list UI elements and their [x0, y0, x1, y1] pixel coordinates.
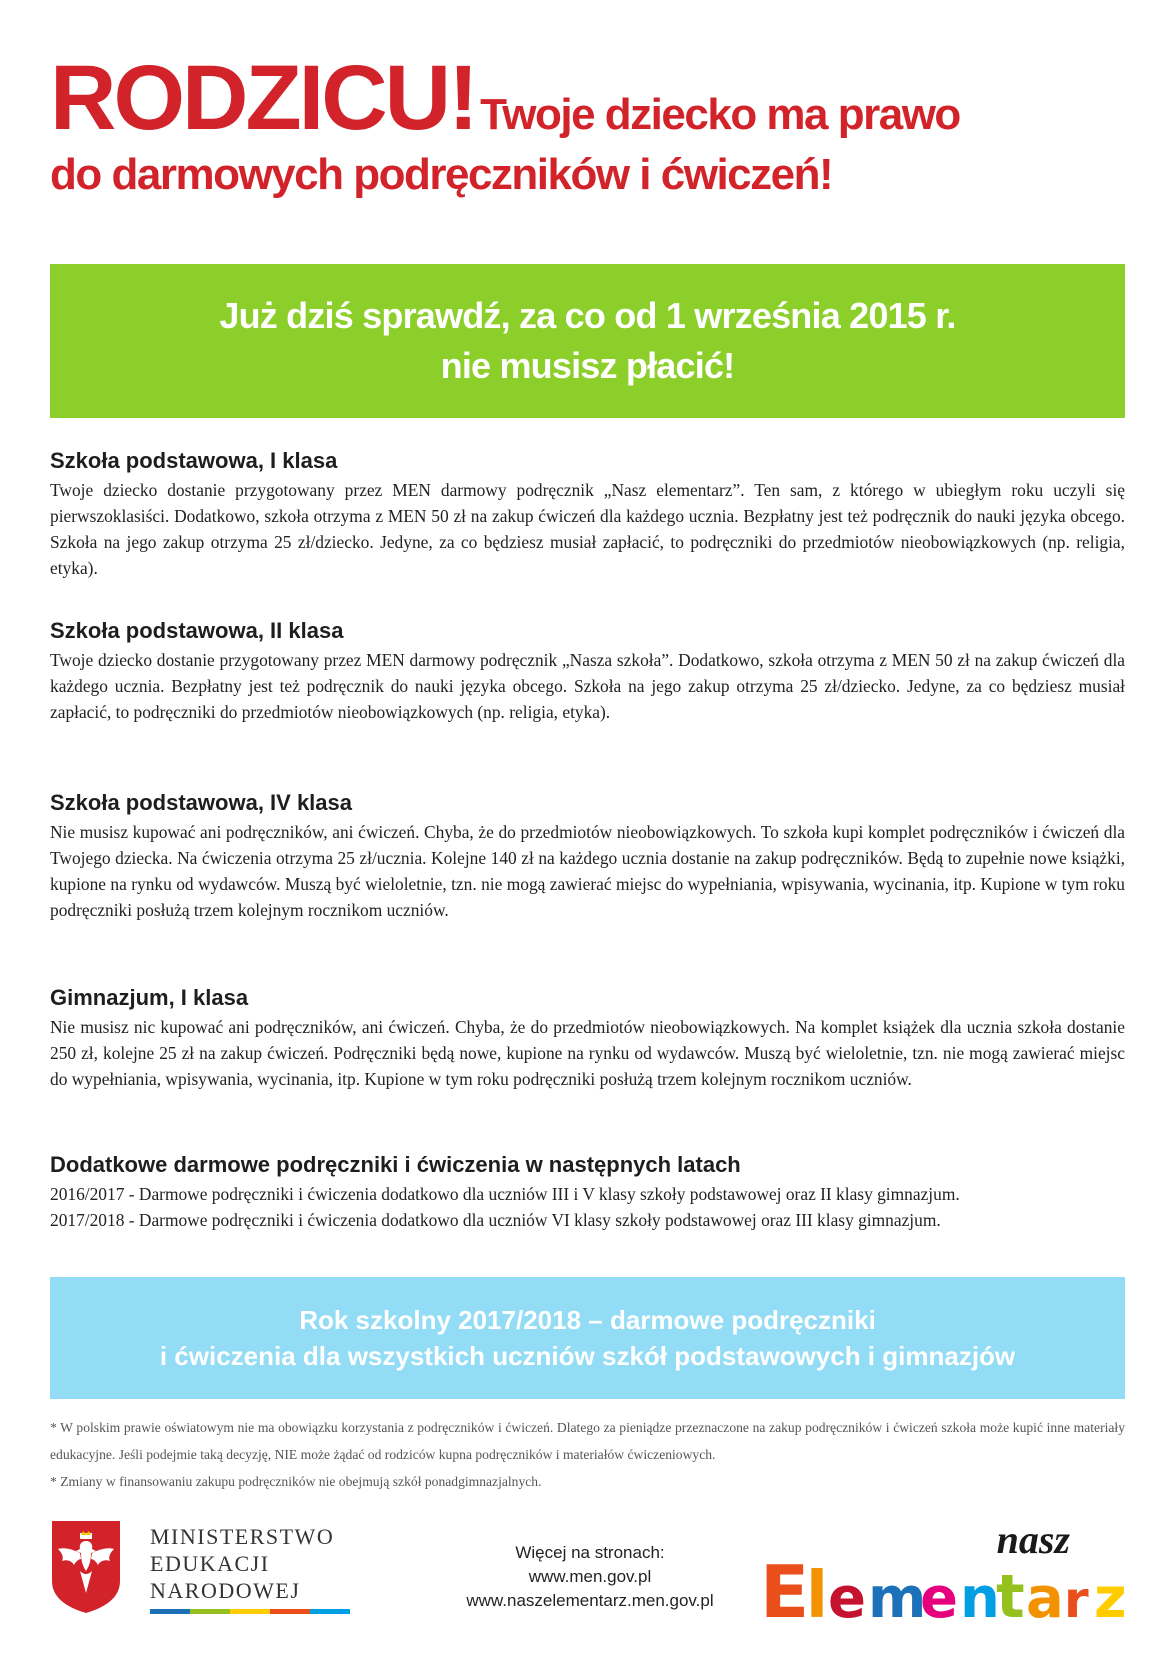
footnotes	[50, 1414, 1125, 1495]
logo-letter: n	[960, 1566, 1000, 1631]
extra-line-2016: 2016/2017 - Darmowe podręczniki i ćwiczenia dodatkowo dla uczniów III i V klasy szkoły podstawowej oraz II klasy gimnazjum.	[50, 1184, 960, 1204]
section-body: Twoje dziecko dostanie przygotowany przez MEN darmowy podręcznik „Nasza szkoła”. Dodatkowo, szkoła otrzyma z MEN 50 zł na zakup ćwiczeń dla każdego ucznia. Bezpłatny jest też podręcznik do nauki języka obcego. Szkoła na jego zakup otrzyma 25 zł/dziecko. Jedyne, za co będziesz musiał zapłacić, to podręczniki do przedmiotów nieobowiązkowych (np. religia, etyka).	[50, 650, 1125, 722]
ministry-line-2: EDUKACJI	[150, 1551, 270, 1576]
green-banner	[50, 264, 1125, 418]
links-title: Więcej na stronach:	[515, 1543, 665, 1562]
logo-letter: z	[1094, 1566, 1127, 1631]
headline	[50, 47, 1120, 200]
logo-letter: a	[1026, 1566, 1064, 1631]
link-naszelementarz[interactable]: www.naszelementarz.men.gov.pl	[466, 1591, 714, 1610]
nasz-elementarz-logo	[750, 1505, 1130, 1635]
links-block	[410, 1541, 770, 1613]
headline-big: RODZICU!	[50, 47, 476, 149]
logo-letter: l	[806, 1559, 828, 1633]
section-sp-2	[50, 618, 1125, 725]
logo-letter: e	[828, 1566, 866, 1631]
section-title: Szkoła podstawowa, I klasa	[50, 448, 338, 473]
eagle-crest-icon	[50, 1519, 122, 1615]
logo-nasz-text: nasz	[996, 1517, 1070, 1562]
green-banner-line1: Już dziś sprawdź, za co od 1 września 2015 r.	[219, 295, 956, 336]
logo-letter: m	[868, 1566, 927, 1631]
section-body: Nie musisz kupować ani podręczników, ani ćwiczeń. Chyba, że do przedmiotów nieobowiązkowych. To szkoła kupi komplet podręczników i ćwiczeń dla Twojego dziecka. Na ćwiczenia otrzyma 25 zł/ucznia. Kolejne 140 zł na każdego ucznia dostanie na zakup podręczników. Będą to zupełnie nowe książki, kupione na rynku od wydawców. Muszą być wieloletnie, tzn. nie mogą zawierać miejsc do wypełniania, wpisywania, wycinania, itp. Kupione w tym roku podręczniki posłużą trzem kolejnym rocznikom uczniów.	[50, 822, 1125, 920]
logo-letter: e	[920, 1566, 958, 1631]
extra-line-2017: 2017/2018 - Darmowe podręczniki i ćwiczenia dodatkowo dla uczniów VI klasy szkoły podstawowej oraz III klasy gimnazjum.	[50, 1210, 941, 1230]
footnote-2: * Zmiany w finansowaniu zakupu podręczników nie obejmują szkół ponadgimnazjalnych.	[50, 1474, 542, 1489]
footer	[50, 1505, 1125, 1635]
logo-letter: E	[760, 1550, 810, 1634]
logo-word	[760, 1550, 1127, 1634]
blue-banner-line2: i ćwiczenia dla wszystkich uczniów szkół podstawowych i gimnazjów	[159, 1341, 1016, 1371]
ministry-line-3: NARODOWEJ	[150, 1578, 301, 1603]
ministry-line-1: MINISTERSTWO	[150, 1524, 335, 1549]
section-extra	[50, 1152, 1125, 1233]
section-title: Gimnazjum, I klasa	[50, 985, 249, 1010]
section-body: Nie musisz nic kupować ani podręczników, ani ćwiczeń. Chyba, że do przedmiotów nieobowiązkowych. Na komplet książek dla ucznia szkoła dostanie 250 zł, kolejne 25 zł na zakup ćwiczeń. Podręczniki będą nowe, kupione na rynku od wydawców. Muszą być wieloletnie, tzn. nie mogą zawierać miejsc do wypełniania, wpisywania, wycinania, itp. Kupione w tym roku podręczniki posłużą trzem kolejnym rocznikom uczniów.	[50, 1017, 1125, 1089]
section-title: Szkoła podstawowa, IV klasa	[50, 790, 352, 815]
section-gim-1	[50, 985, 1125, 1092]
section-sp-1	[50, 448, 1125, 581]
section-sp-4	[50, 790, 1125, 923]
logo-letter: t	[996, 1562, 1025, 1632]
green-banner-line2: nie musisz płacić!	[440, 345, 735, 386]
headline-rest: Twoje dziecko ma prawo	[480, 90, 960, 139]
ministry-name	[150, 1523, 334, 1604]
footnote-1: * W polskim prawie oświatowym nie ma obowiązku korzystania z podręczników i ćwiczeń. Dlatego za pieniądze przeznaczone na zakup podręczników i ćwiczeń szkoła może kupić inne materiały edukacyjne. Jeśli podejmie taką decyzję, NIE może żądać od rodziców kupna podręczników i materiałów ćwiczeniowych.	[50, 1420, 1125, 1462]
headline-line2: do darmowych podręczników i ćwiczeń!	[50, 150, 833, 199]
blue-banner	[50, 1277, 1125, 1399]
link-men[interactable]: www.men.gov.pl	[528, 1567, 652, 1586]
section-body: Twoje dziecko dostanie przygotowany przez MEN darmowy podręcznik „Nasz elementarz”. Ten sam, z którego w ubiegłym roku uczyli się pierwszoklasiści. Dodatkowo, szkoła otrzyma z MEN 50 zł na zakup ćwiczeń dla każdego ucznia. Bezpłatny jest też podręcznik do nauki języka obcego. Szkoła na jego zakup otrzyma 25 zł/dziecko. Jedyne, za co będziesz musiał zapłacić, to podręczniki do przedmiotów nieobowiązkowych (np. religia, etyka).	[50, 480, 1125, 578]
blue-banner-line1: Rok szkolny 2017/2018 – darmowe podręczniki	[299, 1305, 876, 1335]
ministry-colour-stripe	[150, 1609, 350, 1614]
logo-letter: r	[1064, 1571, 1089, 1629]
section-title: Szkoła podstawowa, II klasa	[50, 618, 344, 643]
section-title: Dodatkowe darmowe podręczniki i ćwiczenia w następnych latach	[50, 1152, 741, 1177]
